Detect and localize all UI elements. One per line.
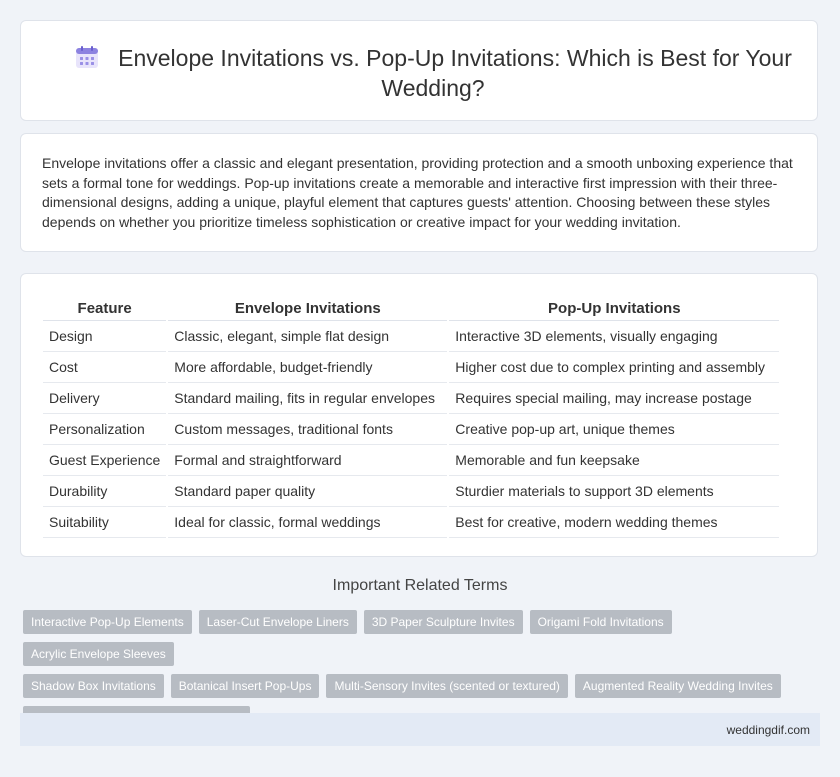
tag-item[interactable]: 3D Paper Sculpture Invites bbox=[364, 610, 523, 634]
footer-site[interactable]: weddingdif.com bbox=[726, 723, 810, 737]
cell-popup: Interactive 3D elements, visually engaging bbox=[448, 321, 779, 352]
header-feature: Feature bbox=[43, 296, 167, 321]
footer bbox=[20, 713, 820, 746]
header-popup: Pop-Up Invitations bbox=[448, 296, 779, 321]
cell-popup: Requires special mailing, may increase postage bbox=[448, 383, 779, 414]
cell-feature: Personalization bbox=[43, 414, 167, 445]
table-row bbox=[43, 507, 779, 538]
header-envelope: Envelope Invitations bbox=[167, 296, 448, 321]
tag-item[interactable]: Laser-Cut Envelope Liners bbox=[199, 610, 357, 634]
table-row bbox=[43, 321, 779, 352]
cell-envelope: Classic, elegant, simple flat design bbox=[167, 321, 448, 352]
comparison-card bbox=[20, 273, 818, 557]
cell-popup: Higher cost due to complex printing and assembly bbox=[448, 352, 779, 383]
cell-envelope: More affordable, budget-friendly bbox=[167, 352, 448, 383]
tag-item[interactable]: Augmented Reality Wedding Invites bbox=[575, 674, 781, 698]
cell-envelope: Standard mailing, fits in regular envelopes bbox=[167, 383, 448, 414]
table-row bbox=[43, 445, 779, 476]
summary-text: Envelope invitations offer a classic and elegant presentation, providing protection and a smooth unboxing experience that sets a formal tone for weddings. Pop-up invitations create a memorable and interactive first impression with their three-dimensional designs, adding a unique, playful element that captures guests' attention. Choosing between these styles depends on whether you prioritize timeless sophistication or creative impact for your wedding invitation. bbox=[42, 155, 793, 230]
cell-envelope: Formal and straightforward bbox=[167, 445, 448, 476]
cell-envelope: Ideal for classic, formal weddings bbox=[167, 507, 448, 538]
table-row bbox=[43, 352, 779, 383]
comparison-table bbox=[43, 296, 779, 538]
tag-item[interactable]: Shadow Box Invitations bbox=[23, 674, 164, 698]
summary-card bbox=[20, 133, 818, 252]
cell-feature: Durability bbox=[43, 476, 167, 507]
cell-popup: Best for creative, modern wedding themes bbox=[448, 507, 779, 538]
cell-popup: Memorable and fun keepsake bbox=[448, 445, 779, 476]
cell-feature: Design bbox=[43, 321, 167, 352]
table-row bbox=[43, 383, 779, 414]
cell-popup: Creative pop-up art, unique themes bbox=[448, 414, 779, 445]
cell-feature: Guest Experience bbox=[43, 445, 167, 476]
tag-item[interactable]: Multi-Sensory Invites (scented or textured) bbox=[326, 674, 567, 698]
cell-feature: Cost bbox=[43, 352, 167, 383]
cell-popup: Sturdier materials to support 3D elements bbox=[448, 476, 779, 507]
calendar-icon bbox=[74, 44, 100, 70]
table-row bbox=[43, 476, 779, 507]
table-header-row bbox=[43, 296, 779, 321]
page-title-wrap bbox=[61, 43, 805, 103]
page-title: Envelope Invitations vs. Pop-Up Invitations: Which is Best for Your Wedding? bbox=[118, 45, 792, 101]
tag-item[interactable]: Acrylic Envelope Sleeves bbox=[23, 642, 174, 666]
cell-feature: Delivery bbox=[43, 383, 167, 414]
table-row bbox=[43, 414, 779, 445]
related-terms-title: Important Related Terms bbox=[332, 577, 508, 594]
tag-item[interactable]: Interactive Pop-Up Elements bbox=[23, 610, 192, 634]
cell-envelope: Standard paper quality bbox=[167, 476, 448, 507]
cell-envelope: Custom messages, traditional fonts bbox=[167, 414, 448, 445]
tag-item[interactable]: Origami Fold Invitations bbox=[530, 610, 672, 634]
title-card bbox=[20, 20, 818, 121]
cell-feature: Suitability bbox=[43, 507, 167, 538]
tag-item[interactable]: Botanical Insert Pop-Ups bbox=[171, 674, 320, 698]
